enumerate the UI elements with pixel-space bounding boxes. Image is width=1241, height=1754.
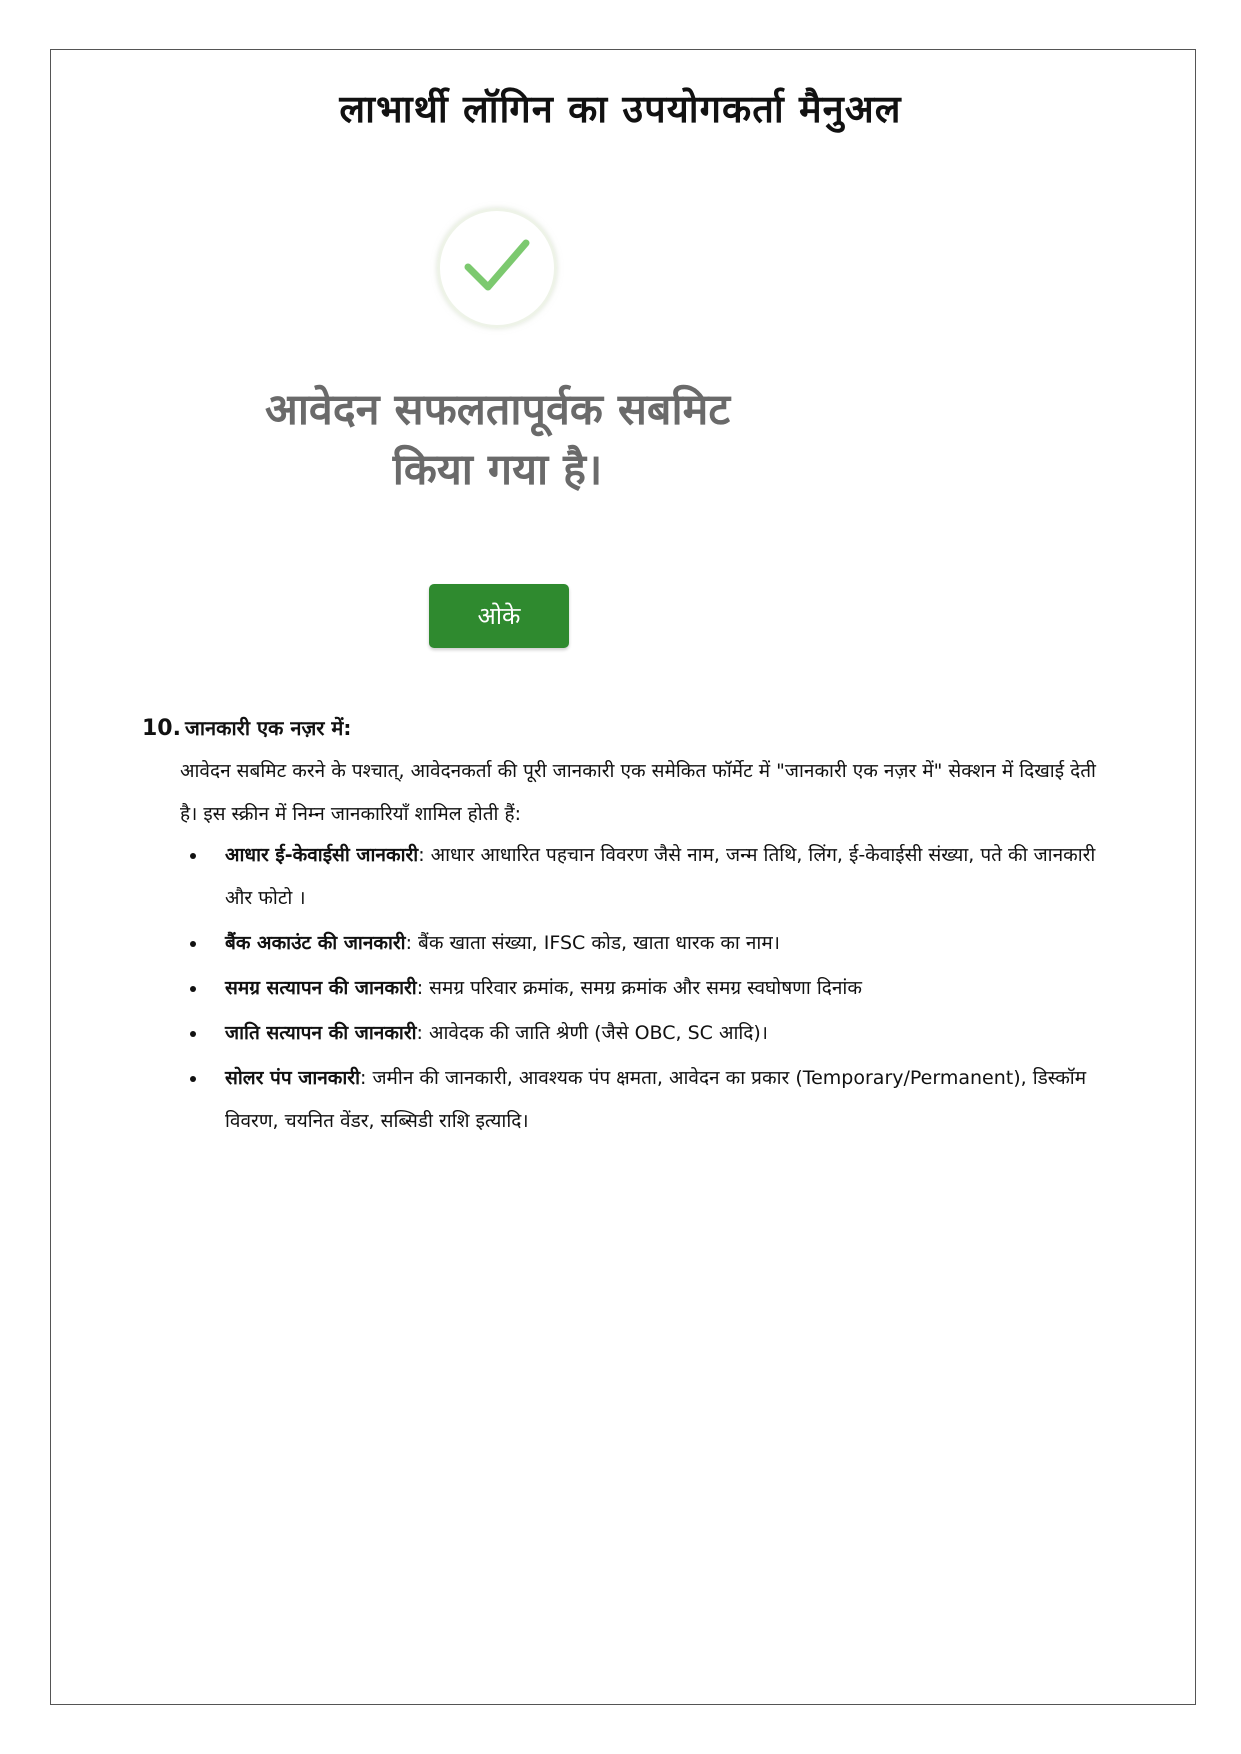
section-heading <box>142 714 351 741</box>
list-item-text: : बैंक खाता संख्या, IFSC कोड, खाता धारक का नाम। <box>405 932 780 954</box>
list-item-text: : समग्र परिवार क्रमांक, समग्र क्रमांक और समग्र स्वघोषणा दिनांक <box>416 977 862 999</box>
list-item-text: : जमीन की जानकारी, आवश्यक पंप क्षमता, आवेदन का प्रकार (Temporary/Permanent), डिस्कॉम विवरण, चयनित वेंडर, सब्सिडी राशि इत्यादि। <box>225 1067 1087 1132</box>
list-item <box>180 1012 1100 1055</box>
section-number: 10. <box>142 716 181 741</box>
success-message <box>220 380 775 500</box>
list-item <box>180 834 1100 920</box>
success-message-line2: किया गया है। <box>392 445 603 495</box>
list-item-label: समग्र सत्यापन की जानकारी <box>225 977 417 999</box>
list-item <box>180 1057 1100 1143</box>
list-item-label: आधार ई-केवाईसी जानकारी <box>225 844 419 866</box>
ok-button[interactable]: ओके <box>429 584 569 648</box>
success-message-line1: आवेदन सफलतापूर्वक सबमिट <box>264 385 730 435</box>
check-icon <box>464 237 530 297</box>
success-check-circle <box>437 208 557 328</box>
list-item-label: जाति सत्यापन की जानकारी <box>225 1022 417 1044</box>
info-list <box>180 834 1100 1143</box>
list-item-label: बैंक अकाउंट की जानकारी <box>225 932 406 954</box>
list-item <box>180 922 1100 965</box>
list-item-text: : आवेदक की जाति श्रेणी (जैसे OBC, SC आदि)। <box>416 1022 768 1044</box>
section-paragraph: आवेदन सबमिट करने के पश्चात्, आवेदनकर्ता की पूरी जानकारी एक समेकित फॉर्मेट में "जानकारी एक नज़र में" सेक्शन में दिखाई देती है। इस स्क्रीन में निम्न जानकारियाँ शामिल होती हैं: <box>180 760 1096 825</box>
document-title: लाभार्थी लॉगिन का उपयोगकर्ता मैनुअल <box>339 87 902 131</box>
list-item-text: : आधार आधारित पहचान विवरण जैसे नाम, जन्म तिथि, लिंग, ई-केवाईसी संख्या, पते की जानकारी और फोटो । <box>225 844 1096 909</box>
list-item <box>180 967 1100 1010</box>
list-item-label: सोलर पंप जानकारी <box>225 1067 361 1089</box>
section-title: जानकारी एक नज़र में: <box>184 716 352 740</box>
